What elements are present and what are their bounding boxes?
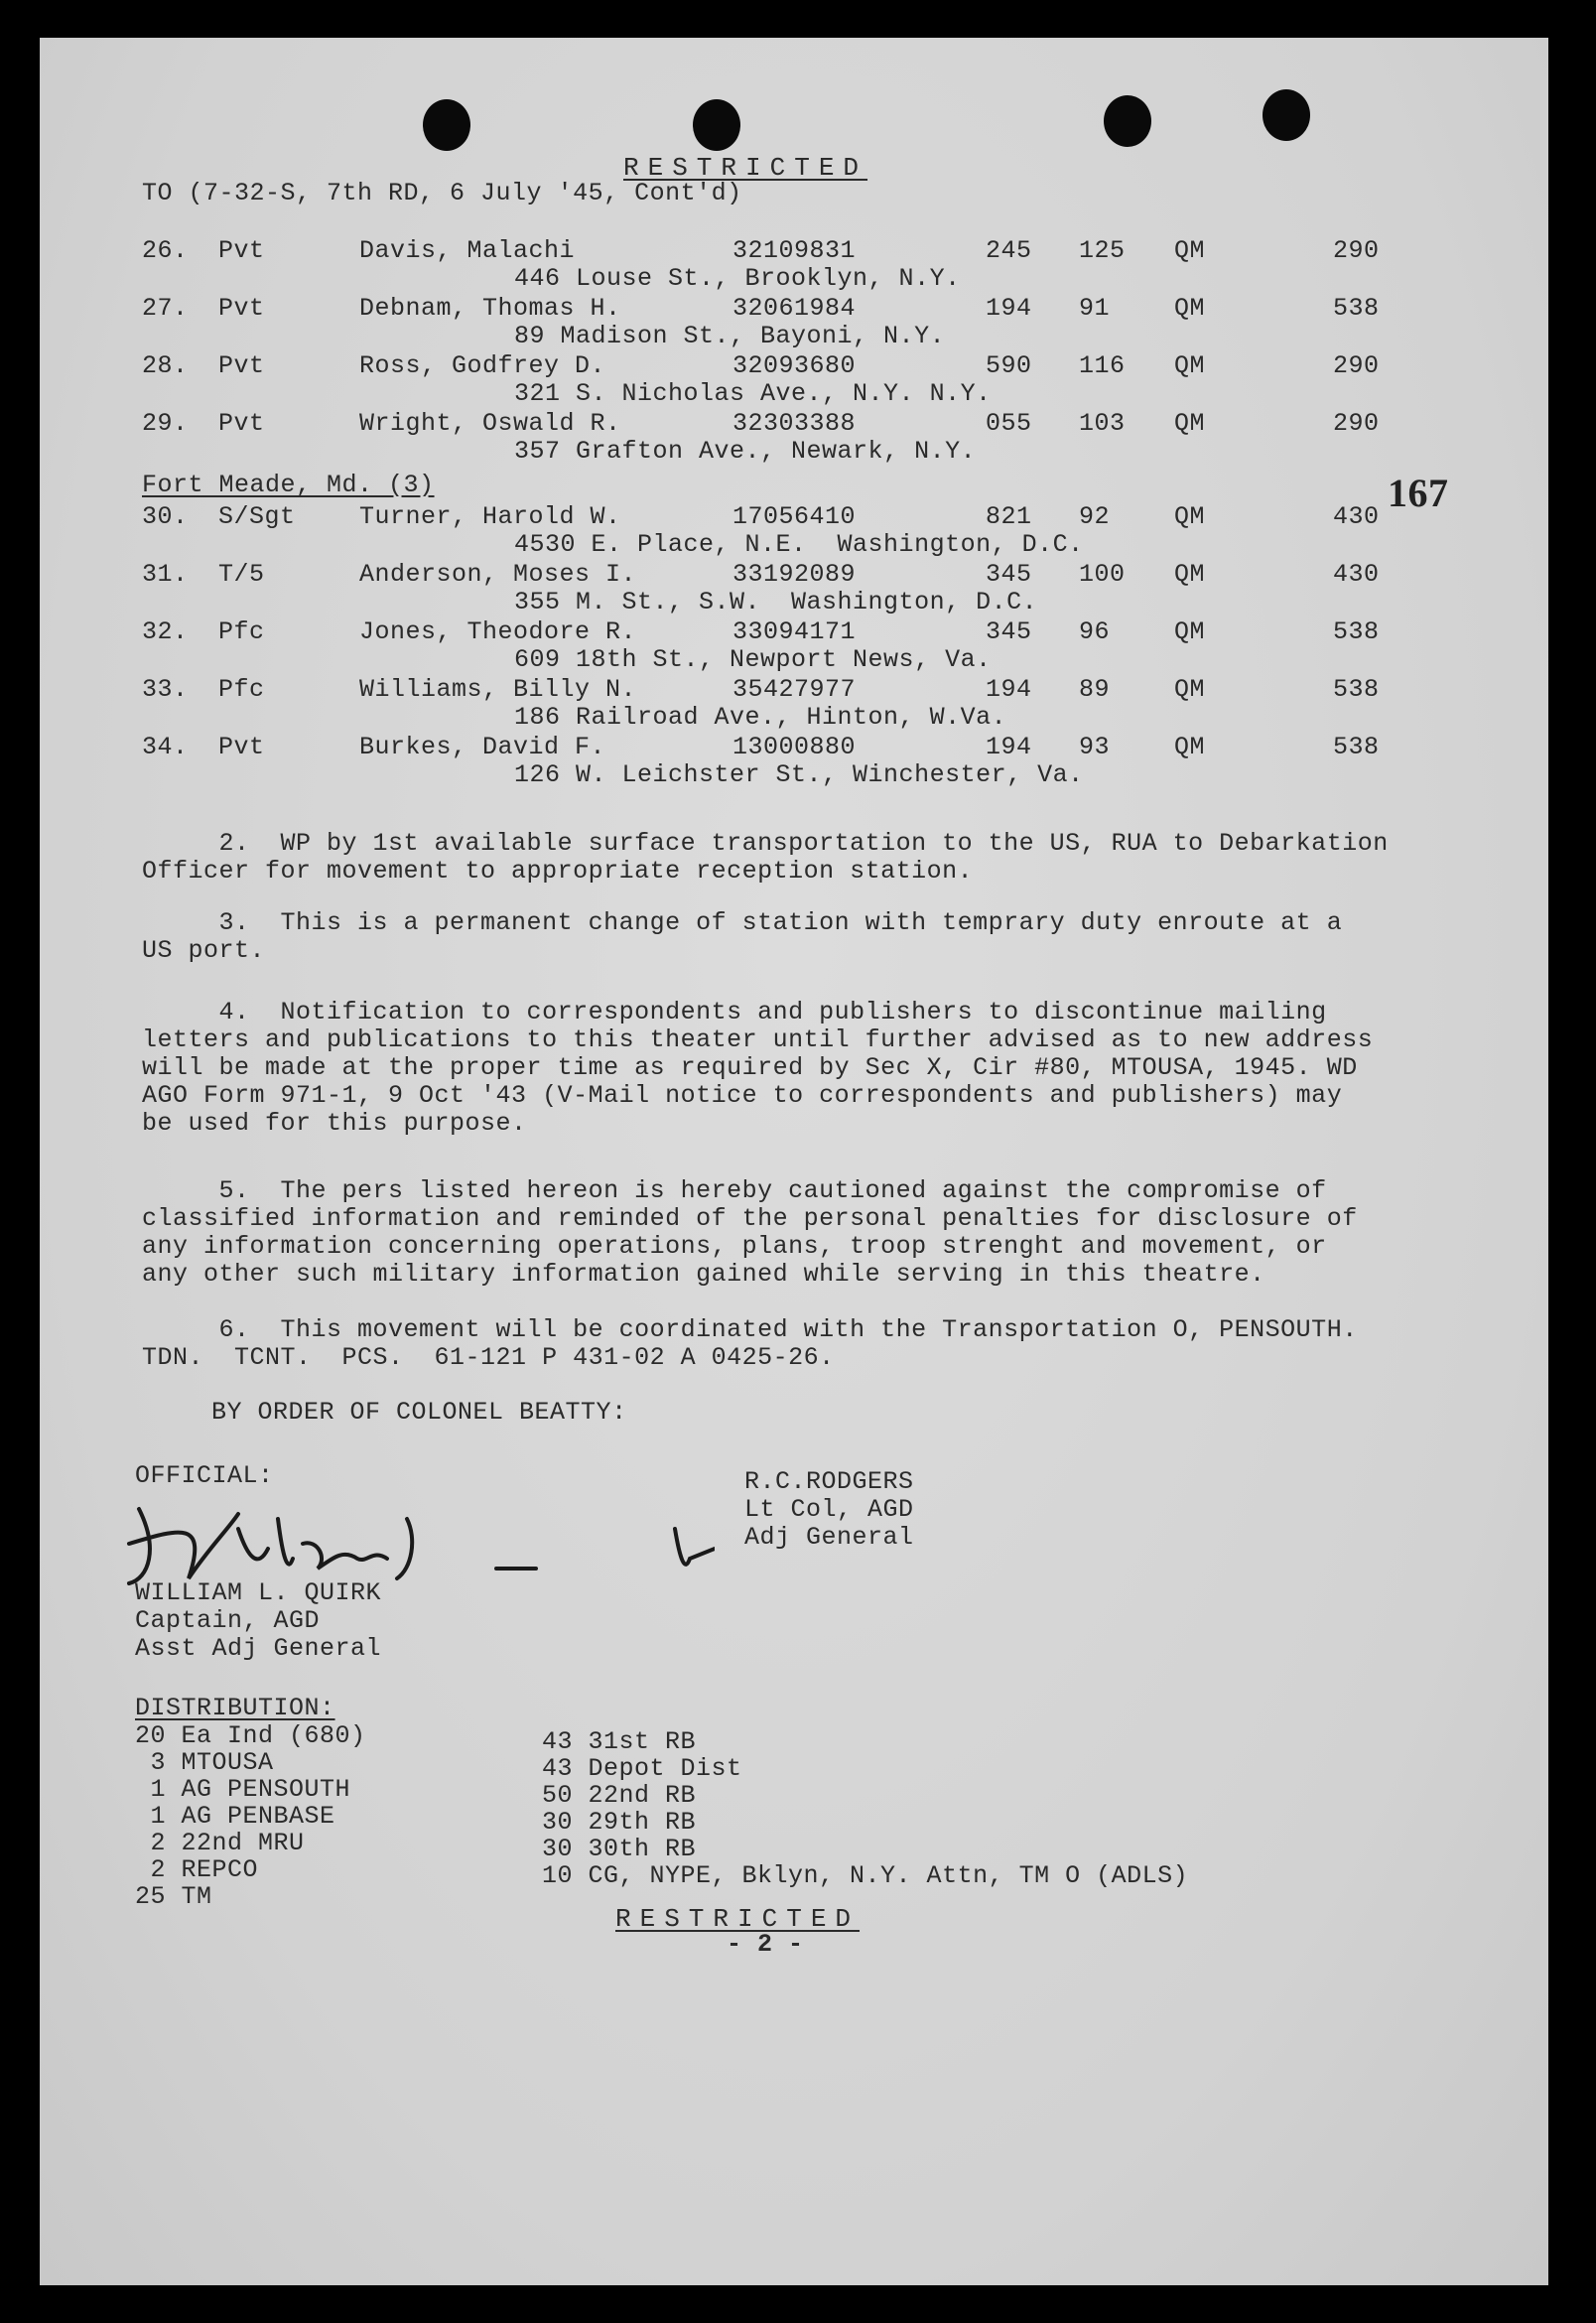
branch-code: QM — [1174, 409, 1206, 438]
paragraph-line: 3. This is a permanent change of station with temprary duty enroute at a — [142, 908, 1343, 937]
distribution-item: 2 22nd MRU — [135, 1829, 305, 1857]
row-number: 28. — [142, 351, 189, 380]
order-line: BY ORDER OF COLONEL BEATTY: — [211, 1398, 627, 1427]
code-4: 538 — [1333, 617, 1380, 646]
address: 4530 E. Place, N.E. Washington, D.C. — [514, 530, 1084, 559]
punch-hole — [693, 99, 740, 151]
branch-code: QM — [1174, 236, 1206, 265]
paragraph-line: 5. The pers listed hereon is hereby cautioned against the compromise of — [142, 1176, 1327, 1205]
distribution-item: 30 29th RB — [542, 1808, 697, 1837]
commander-name: R.C.RODGERS — [744, 1467, 914, 1496]
address: 355 M. St., S.W. Washington, D.C. — [514, 588, 1038, 616]
rank: Pfc — [218, 617, 265, 646]
branch-code: QM — [1174, 351, 1206, 380]
serial-number: 32303388 — [732, 409, 857, 438]
code-4: 430 — [1333, 502, 1380, 531]
code-2: 91 — [1079, 294, 1111, 323]
address: 89 Madison St., Bayoni, N.Y. — [514, 322, 946, 350]
code-2: 100 — [1079, 560, 1126, 589]
official-label: OFFICIAL: — [135, 1461, 274, 1490]
paragraph-line: TDN. TCNT. PCS. 61-121 P 431-02 A 0425-26. — [142, 1343, 835, 1372]
code-1: 194 — [986, 675, 1032, 704]
paragraph-line: classified information and reminded of the personal penalties for disclosure of — [142, 1204, 1358, 1233]
paragraph-line: AGO Form 971-1, 9 Oct '43 (V-Mail notice to correspondents and publishers) may — [142, 1081, 1343, 1110]
official-title: Captain, AGD — [135, 1606, 321, 1635]
code-2: 93 — [1079, 733, 1111, 761]
paragraph-line: 4. Notification to correspondents and publishers to discontinue mailing — [142, 998, 1327, 1026]
paragraph-line: any other such military information gained while serving in this theatre. — [142, 1260, 1265, 1289]
paragraph-line: Officer for movement to appropriate reception station. — [142, 857, 974, 886]
distribution-item: 20 Ea Ind (680) — [135, 1721, 366, 1750]
row-number: 31. — [142, 560, 189, 589]
distribution-item: 1 AG PENBASE — [135, 1802, 335, 1831]
distribution-item: 43 31st RB — [542, 1727, 697, 1756]
paragraph-line: will be made at the proper time as required by Sec X, Cir #80, MTOUSA, 1945. WD — [142, 1053, 1358, 1082]
rank: Pvt — [218, 294, 265, 323]
paragraph-line: 2. WP by 1st available surface transportation to the US, RUA to Debarkation — [142, 829, 1389, 858]
code-1: 345 — [986, 617, 1032, 646]
code-4: 430 — [1333, 560, 1380, 589]
rank: Pvt — [218, 733, 265, 761]
distribution-item: 30 30th RB — [542, 1835, 697, 1863]
branch-code: QM — [1174, 617, 1206, 646]
code-4: 290 — [1333, 236, 1380, 265]
row-number: 27. — [142, 294, 189, 323]
distribution-item: 3 MTOUSA — [135, 1748, 274, 1777]
code-2: 92 — [1079, 502, 1111, 531]
row-number: 33. — [142, 675, 189, 704]
code-4: 290 — [1333, 409, 1380, 438]
distribution-item: 2 REPCO — [135, 1855, 259, 1884]
serial-number: 13000880 — [732, 733, 857, 761]
code-2: 96 — [1079, 617, 1111, 646]
classification-footer: RESTRICTED — [615, 1904, 861, 1934]
page-number: - 2 - — [727, 1930, 804, 1959]
person-name: Jones, Theodore R. — [359, 617, 637, 646]
code-4: 538 — [1333, 733, 1380, 761]
branch-code: QM — [1174, 294, 1206, 323]
address: 186 Railroad Ave., Hinton, W.Va. — [514, 703, 1007, 732]
distribution-item: 50 22nd RB — [542, 1781, 697, 1810]
code-2: 103 — [1079, 409, 1126, 438]
punch-hole — [423, 99, 470, 151]
serial-number: 32093680 — [732, 351, 857, 380]
branch-code: QM — [1174, 502, 1206, 531]
serial-number: 17056410 — [732, 502, 857, 531]
row-number: 34. — [142, 733, 189, 761]
code-1: 194 — [986, 733, 1032, 761]
code-4: 290 — [1333, 351, 1380, 380]
code-1: 245 — [986, 236, 1032, 265]
code-2: 89 — [1079, 675, 1111, 704]
person-name: Debnam, Thomas H. — [359, 294, 621, 323]
address: 609 18th St., Newport News, Va. — [514, 645, 992, 674]
official-title-2: Asst Adj General — [135, 1634, 382, 1663]
person-name: Turner, Harold W. — [359, 502, 621, 531]
punch-hole — [1104, 95, 1151, 147]
paragraph-line: US port. — [142, 936, 266, 965]
official-name: WILLIAM L. QUIRK — [135, 1578, 382, 1607]
rank: Pvt — [218, 351, 265, 380]
serial-number: 33094171 — [732, 617, 857, 646]
order-reference: TO (7-32-S, 7th RD, 6 July '45, Cont'd) — [142, 179, 742, 207]
person-name: Anderson, Moses I. — [359, 560, 637, 589]
code-1: 055 — [986, 409, 1032, 438]
row-number: 29. — [142, 409, 189, 438]
row-number: 32. — [142, 617, 189, 646]
rank: Pfc — [218, 675, 265, 704]
commander-title-2: Adj General — [744, 1523, 914, 1552]
code-2: 116 — [1079, 351, 1126, 380]
rank: Pvt — [218, 409, 265, 438]
distribution-item: 25 TM — [135, 1882, 212, 1911]
code-1: 345 — [986, 560, 1032, 589]
commander-title: Lt Col, AGD — [744, 1495, 914, 1524]
serial-number: 32061984 — [732, 294, 857, 323]
group-heading: Fort Meade, Md. (3) — [142, 471, 435, 499]
paragraph-line: letters and publications to this theater until further advised as to new address — [142, 1025, 1374, 1054]
branch-code: QM — [1174, 733, 1206, 761]
distribution-item: 1 AG PENSOUTH — [135, 1775, 351, 1804]
page-mark: 167 — [1388, 471, 1449, 515]
person-name: Williams, Billy N. — [359, 675, 637, 704]
paragraph-line: any information concerning operations, plans, troop strenght and movement, or — [142, 1232, 1327, 1261]
distribution-item: 43 Depot Dist — [542, 1754, 742, 1783]
person-name: Wright, Oswald R. — [359, 409, 621, 438]
person-name: Davis, Malachi — [359, 236, 576, 265]
row-number: 30. — [142, 502, 189, 531]
address: 126 W. Leichster St., Winchester, Va. — [514, 760, 1084, 789]
paragraph-line: 6. This movement will be coordinated with the Transportation O, PENSOUTH. — [142, 1315, 1358, 1344]
address: 446 Louse St., Brooklyn, N.Y. — [514, 264, 961, 293]
distribution-label: DISTRIBUTION: — [135, 1694, 335, 1722]
person-name: Ross, Godfrey D. — [359, 351, 606, 380]
classification-header: RESTRICTED — [623, 153, 868, 183]
rank: Pvt — [218, 236, 265, 265]
serial-number: 32109831 — [732, 236, 857, 265]
rank: T/5 — [218, 560, 265, 589]
punch-hole — [1263, 89, 1310, 141]
distribution-item: 10 CG, NYPE, Bklyn, N.Y. Attn, TM O (ADLS) — [542, 1861, 1189, 1890]
code-1: 590 — [986, 351, 1032, 380]
row-number: 26. — [142, 236, 189, 265]
code-4: 538 — [1333, 675, 1380, 704]
branch-code: QM — [1174, 675, 1206, 704]
rank: S/Sgt — [218, 502, 296, 531]
code-2: 125 — [1079, 236, 1126, 265]
serial-number: 33192089 — [732, 560, 857, 589]
branch-code: QM — [1174, 560, 1206, 589]
code-1: 821 — [986, 502, 1032, 531]
code-4: 538 — [1333, 294, 1380, 323]
paragraph-line: be used for this purpose. — [142, 1109, 527, 1138]
code-1: 194 — [986, 294, 1032, 323]
serial-number: 35427977 — [732, 675, 857, 704]
address: 321 S. Nicholas Ave., N.Y. N.Y. — [514, 379, 992, 408]
person-name: Burkes, David F. — [359, 733, 606, 761]
address: 357 Grafton Ave., Newark, N.Y. — [514, 437, 977, 466]
